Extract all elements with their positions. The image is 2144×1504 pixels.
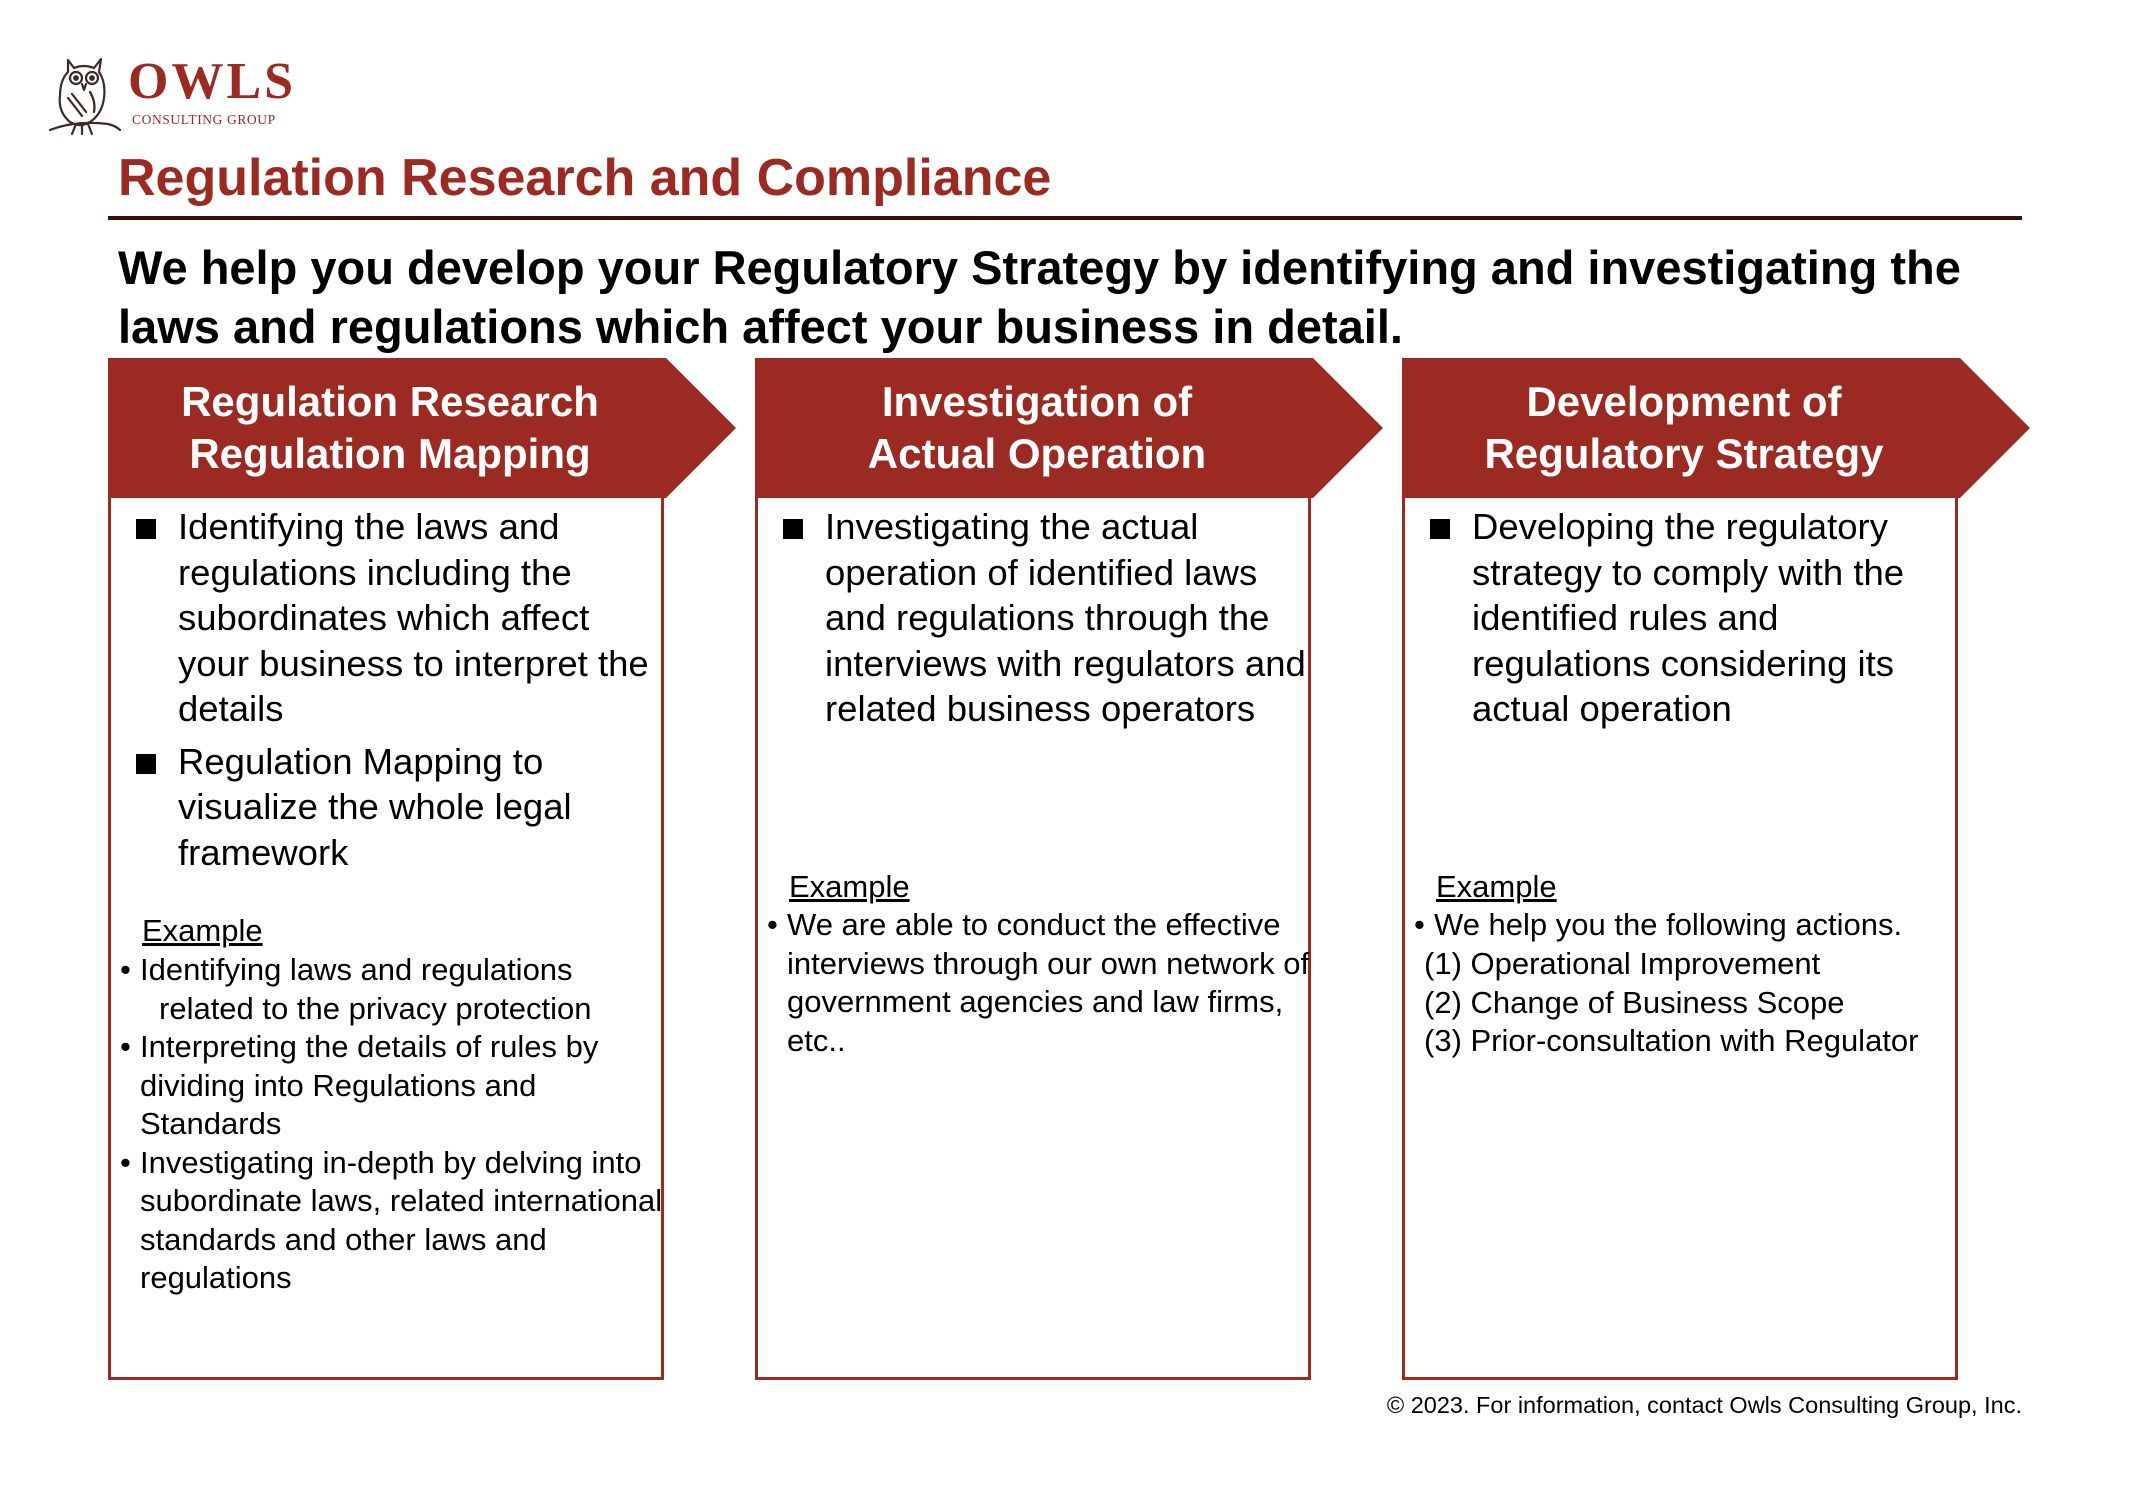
example-item: • Interpreting the details of rules by dividing into Regulations and Standards — [120, 1029, 599, 1141]
square-bullet-icon — [136, 754, 156, 774]
copyright-footer: © 2023. For information, contact Owls Consulting Group, Inc. — [1386, 1392, 2022, 1418]
service-bullets — [1416, 504, 1956, 739]
column-heading — [755, 358, 1319, 498]
example-list — [1414, 906, 1962, 945]
example-item: • Identifying laws and regulations related to the privacy protection — [120, 952, 592, 1026]
column-heading-line2: Actual Operation — [867, 430, 1207, 477]
page-title: Regulation Research and Compliance — [118, 149, 1052, 207]
logo-subtitle: CONSULTING GROUP — [132, 112, 276, 127]
logo-brand-name: OWLS — [128, 53, 297, 110]
example-list — [120, 951, 668, 1298]
column-heading — [108, 358, 672, 498]
bullet-item — [769, 504, 1309, 732]
action-item: (1) Operational Improvement — [1424, 946, 1821, 981]
column-heading-line1: Development of — [1526, 378, 1842, 425]
bullet-text: Developing the regulatory strategy to comply with the identified rules and regulations considering its actual operation — [1472, 506, 1905, 729]
owl-icon — [46, 50, 124, 138]
company-logo — [46, 50, 306, 140]
column-header-arrow — [1402, 358, 2030, 498]
example-item: • We are able to conduct the effective interviews through our own network of government agencies and law firms, etc.. — [767, 907, 1310, 1058]
bullet-item — [122, 739, 662, 876]
example-text-line2: related to the privacy protection — [159, 990, 592, 1026]
bullet-text: Regulation Mapping to visualize the whole legal framework — [178, 740, 572, 873]
square-bullet-icon — [783, 519, 803, 539]
action-item: (3) Prior-consultation with Regulator — [1424, 1023, 1919, 1058]
example-heading: Example — [142, 913, 263, 948]
service-bullets — [769, 504, 1309, 739]
column-heading-line1: Regulation Research — [181, 378, 599, 425]
column-heading-line2: Regulatory Strategy — [1484, 430, 1884, 477]
example-text: We help you the following actions. — [1434, 907, 1903, 942]
square-bullet-icon — [1430, 519, 1450, 539]
column-heading — [1402, 358, 1966, 498]
example-text: We are able to conduct the effective interviews through our own network of government agencies and law firms, etc.. — [787, 907, 1310, 1058]
bullet-text: Identifying the laws and regulations including the subordinates which affect your business to interpret the details — [178, 506, 649, 729]
example-text: Investigating in-depth by delving into subordinate laws, related international standards and other laws and regulations — [140, 1144, 663, 1295]
column-heading-line1: Investigation of — [881, 378, 1193, 425]
action-list — [1414, 945, 1962, 1061]
service-bullets — [122, 504, 662, 882]
column-investigation — [755, 358, 1319, 1378]
column-regulation-research — [108, 358, 672, 1378]
example-list — [767, 906, 1315, 1060]
example-text: Identifying laws and regulations — [140, 952, 573, 987]
column-header-arrow — [108, 358, 736, 498]
example-heading: Example — [1436, 869, 1557, 904]
example-heading: Example — [789, 869, 910, 904]
example-item: • Investigating in-depth by delving into subordinate laws, related international standards and other laws and regulations — [120, 1144, 663, 1295]
column-heading-line2: Regulation Mapping — [189, 430, 591, 477]
column-header-arrow — [755, 358, 1383, 498]
example-text: Interpreting the details of rules by dividing into Regulations and Standards — [140, 1029, 599, 1141]
title-divider — [108, 216, 2022, 220]
action-item: (2) Change of Business Scope — [1424, 984, 1845, 1020]
bullet-item — [1416, 504, 1956, 732]
lead-statement: We help you develop your Regulatory Strategy by identifying and investigating the laws and regulations which affect your business in detail. — [118, 241, 1961, 353]
bullet-text: Investigating the actual operation of identified laws and regulations through the interviews with regulators and related business operators — [825, 506, 1306, 729]
square-bullet-icon — [136, 519, 156, 539]
column-regulatory-strategy — [1402, 358, 1966, 1378]
bullet-item — [122, 504, 662, 732]
example-item: • We help you the following actions. — [1414, 907, 1903, 942]
